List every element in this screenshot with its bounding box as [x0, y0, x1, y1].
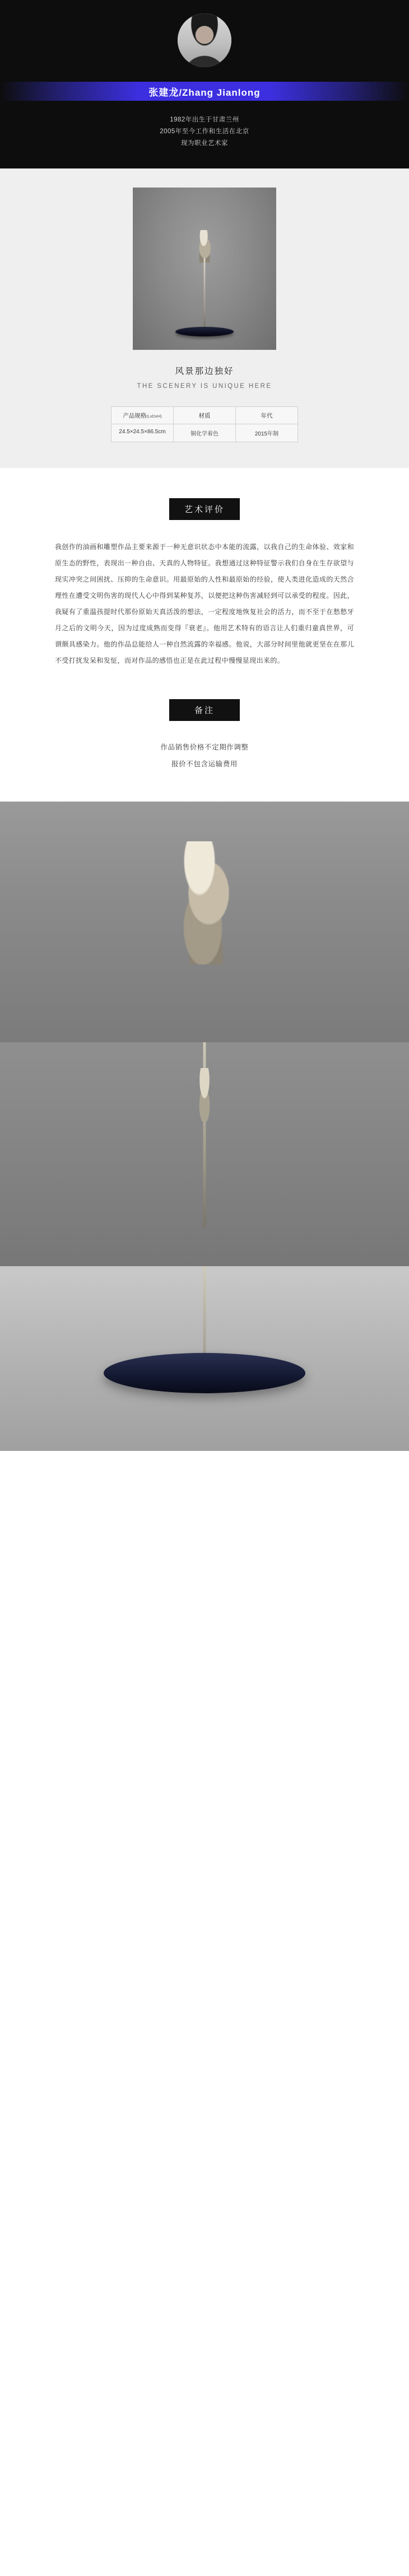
- spec-column-size: [111, 407, 173, 442]
- sculpture-figure-closeup: [162, 841, 247, 964]
- spec-value-material: 铜化学着色: [190, 431, 219, 437]
- note-line: 作品销售价格不定期作调整: [160, 743, 249, 751]
- note-line: 报价不包含运输费用: [171, 760, 238, 768]
- review-paragraph: 我创作的油画和雕塑作品主要来源于一种无意识状态中本能的流露，以我自己的生命体验、效家和原生态的野性，表现出一种自由、天真的人物特征。我想通过这种特征警示我们自身在生存欲望与现实冲突之间困扰、压抑的生命意识。用最原始的人性和最原始的经验，使人类进化造成的天然合理性在遭受文明伤害的现代人心中得到某种复苏，以便把这种伤害减轻到可以承受的程度。因此，我疑有了重温孩提时代那份原始天真活泼的想法，一定程度地恢复社会的活力，而不至于在愁愁牙月之后的文明今天，因为过度成熟而变得『衰老』。他用艺术特有的语言让人们重归童真世界，可谓颇具感染力。他的作品总能给人一种自然流露的幸福感。他说，大部分时间里他就更坚在在那儿不受打扰发呆和发怔，而对作品的感悟也正是在此过程中慢慢显现出来的。: [55, 543, 354, 664]
- artist-name: 张建龙/Zhang Jianlong: [148, 87, 261, 98]
- artist-header: [0, 0, 409, 168]
- artwork-main-photo: [133, 188, 276, 350]
- spec-value-size: 24.5×24.5×86.5cm: [119, 429, 166, 435]
- artist-bio-line: 2005年至今工作和生活在北京: [160, 128, 249, 135]
- spec-table: [111, 406, 298, 442]
- detail-photo-rod: [0, 1042, 409, 1266]
- spec-header-material: 材质: [198, 413, 211, 419]
- notes-body: [0, 739, 409, 772]
- artist-bio-line: 现为职业艺术家: [181, 140, 228, 147]
- detail-photo-base: [0, 1266, 409, 1451]
- detail-photo-closeup: [0, 802, 409, 1042]
- sculpture-rod: [204, 258, 206, 331]
- spec-header-size-unit: (LxDxH): [146, 414, 162, 419]
- spec-value-year: 2015年制: [254, 431, 279, 437]
- sculpture-foot-detail: [193, 1068, 216, 1122]
- section-heading-notes: 备注: [169, 699, 240, 721]
- spacer: [0, 772, 409, 802]
- spec-header-size: [111, 407, 173, 424]
- sculpture-base-disc: [104, 1353, 305, 1393]
- avatar-image: [178, 13, 231, 67]
- artwork-subtitle: THE SCENERY IS UNIQUE HERE: [137, 383, 272, 390]
- spec-header-year: 年代: [261, 413, 273, 419]
- artist-name-band: [0, 82, 409, 101]
- artist-bio-line: 1982年出生于甘肃兰州: [170, 116, 239, 123]
- section-heading-review: 艺术评价: [169, 498, 240, 520]
- artwork-section: [0, 168, 409, 468]
- spec-column-material: [173, 407, 235, 442]
- artist-bio: [0, 114, 409, 149]
- avatar: [178, 13, 231, 67]
- sculpture-base: [175, 327, 234, 336]
- spec-header-size-label: 产品规格: [123, 413, 147, 419]
- artwork-title: 风景那边独好: [175, 367, 234, 376]
- spec-column-year: [235, 407, 298, 442]
